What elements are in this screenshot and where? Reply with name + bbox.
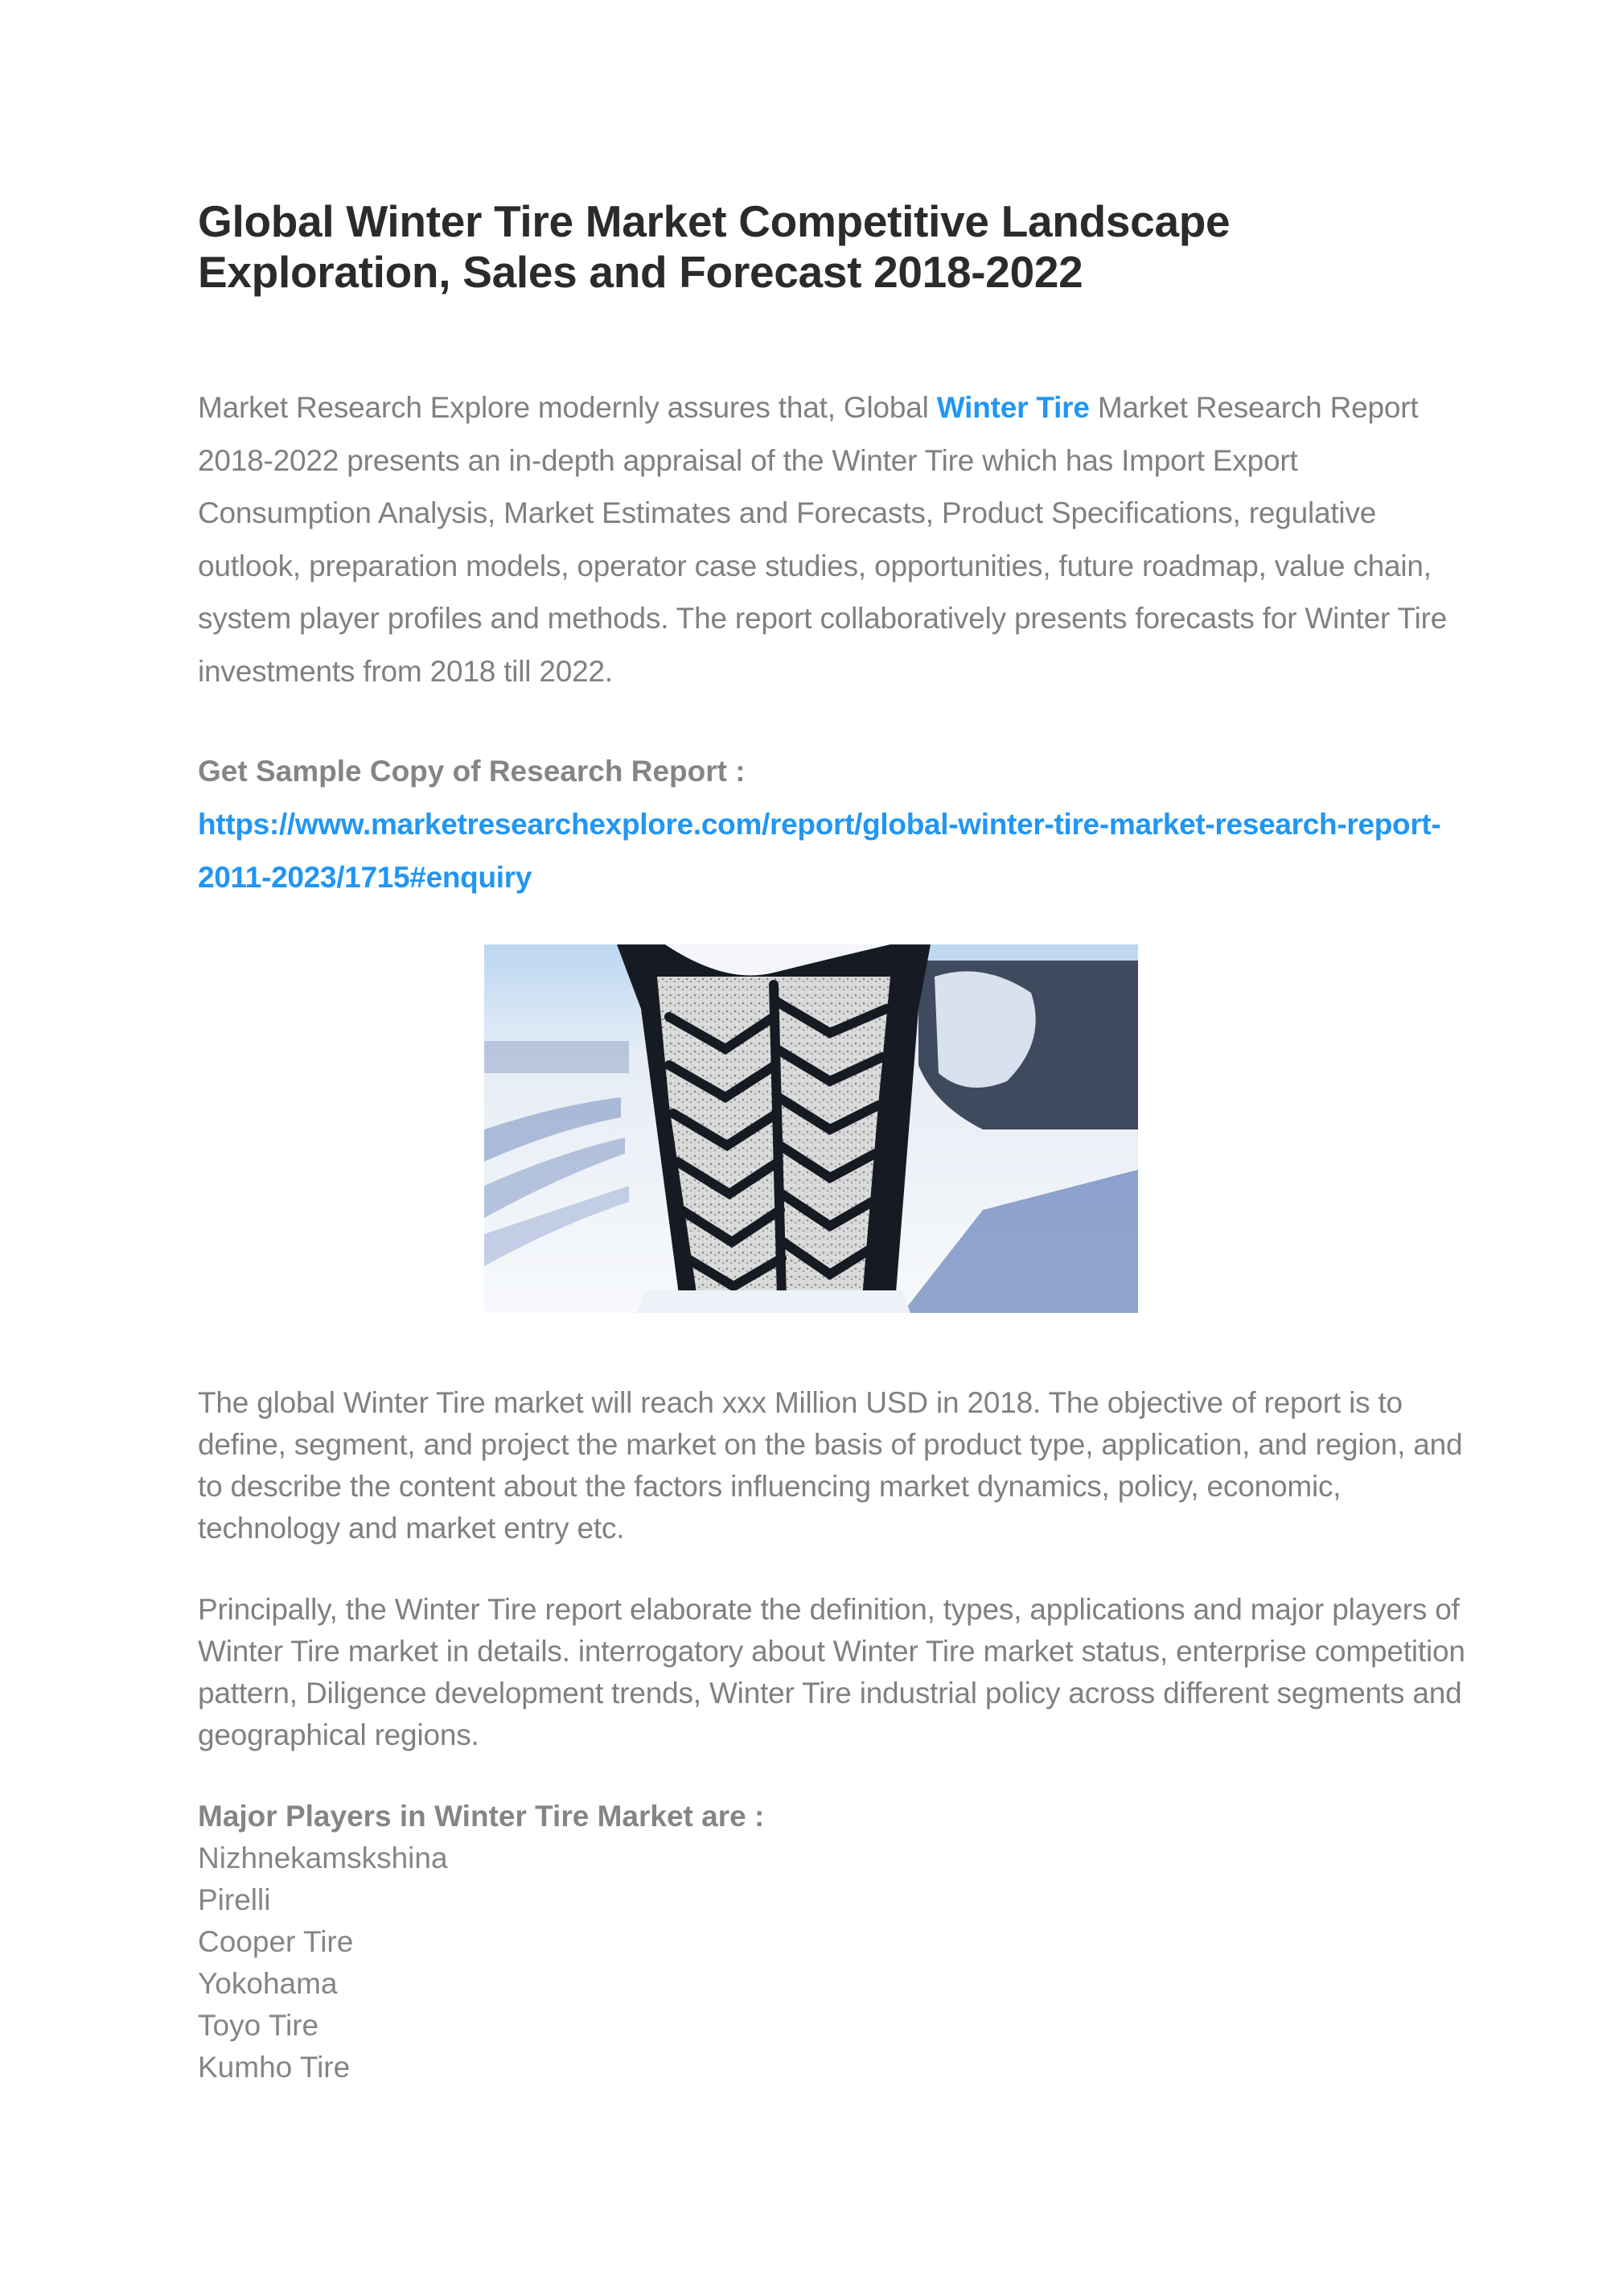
player-item: Cooper Tire — [198, 1925, 354, 1958]
sample-report-link[interactable]: https://www.marketresearchexplore.com/report/global-winter-tire-market-research-report-2011-2023/1715#enquiry — [198, 808, 1441, 894]
report-scope-paragraph: Principally, the Winter Tire report elaborate the definition, types, applications and major players of Winter Tire market in details. interrogatory about Winter Tire market status, enterprise competition pattern, Diligence development trends, Winter Tire industrial policy across different segments and geographical regions. — [198, 1593, 1465, 1751]
player-item: Yokohama — [198, 1967, 338, 2000]
sample-copy-heading: Get Sample Copy of Research Report : — [198, 755, 746, 788]
major-players-list — [198, 1837, 448, 2088]
market-overview-paragraph: The global Winter Tire market will reach xxx Million USD in 2018. The objective of report is to define, segment, and project the market on the basis of product type, application, and region, and to describe the content about the factors influencing market dynamics, policy, economic, technology and market entry etc. — [198, 1386, 1463, 1545]
intro-paragraph — [198, 381, 1452, 697]
winter-tire-image — [484, 944, 1138, 1313]
player-item: Toyo Tire — [198, 2009, 319, 2042]
intro-text-suffix: Market Research Report 2018-2022 presents an in-depth appraisal of the Winter Tire which has Import Export Consumption Analysis, Market Estimates and Forecasts, Product Specifications, regulative outlook, preparation models, operator case studies, opportunities, future roadmap, value chain, system player profiles and methods. The report collaboratively presents forecasts for Winter Tire investments from 2018 till 2022. — [198, 391, 1448, 688]
document-title: Global Winter Tire Market Competitive Landscape Exploration, Sales and Forecast 2018-2022 — [198, 196, 1231, 297]
player-item: Kumho Tire — [198, 2051, 351, 2084]
major-players-heading: Major Players in Winter Tire Market are : — [198, 1800, 765, 1833]
player-item: Pirelli — [198, 1883, 271, 1916]
player-item: Nizhnekamskshina — [198, 1841, 448, 1874]
intro-text-prefix: Market Research Explore modernly assures that, Global — [198, 391, 937, 424]
tire-in-snow-illustration — [484, 944, 1138, 1313]
winter-tire-keyword-link[interactable]: Winter Tire — [936, 391, 1090, 424]
